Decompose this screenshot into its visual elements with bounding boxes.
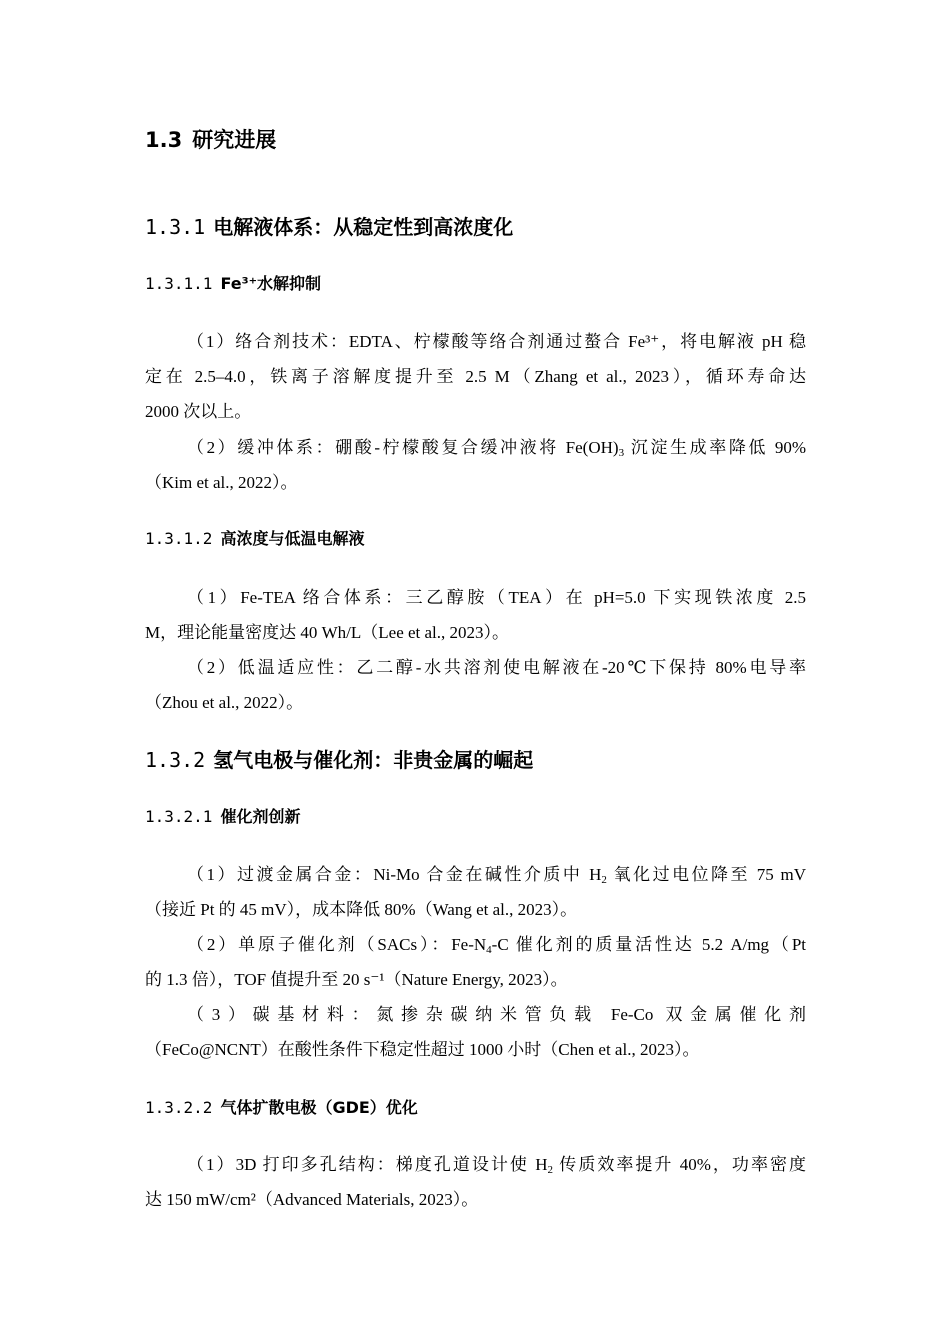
subsubsection-title: 催化剂创新: [220, 807, 301, 826]
section-number: 1.3: [145, 128, 183, 152]
subsection-number: 1.3.2: [145, 748, 206, 772]
subsubsection-heading-1-3-2-1: [145, 804, 300, 830]
subsubsection-number: 1.3.2.2: [145, 1098, 213, 1117]
text-run: 传质效率提升 40%，功率密度: [553, 1155, 806, 1174]
paragraph-line: （1）络合剂技术：EDTA、柠檬酸等络合剂通过螯合 Fe³⁺，将电解液 pH 稳: [187, 332, 806, 351]
paragraph-line: 达 150 mW/cm²（Advanced Materials, 2023）。: [145, 1190, 479, 1209]
paragraph-line: （Kim et al., 2022）。: [145, 473, 298, 492]
paragraph-line: （FeCo@NCNT）在酸性条件下稳定性超过 1000 小时（Chen et al., 2023）。: [145, 1040, 700, 1059]
subsection-number: 1.3.1: [145, 215, 206, 239]
text-run: （2）单原子催化剂（SACs）：Fe-N: [187, 935, 487, 954]
subsubsection-number: 1.3.1.1: [145, 274, 213, 293]
subsection-title: 氢气电极与催化剂：非贵金属的崛起: [213, 748, 534, 772]
text-run: 氧化过电位降至 75 mV: [606, 865, 807, 884]
paragraph-line: （Zhou et al., 2022）。: [145, 693, 304, 712]
subscript: 2: [547, 1164, 554, 1176]
text-run: （1）3D 打印多孔结构：梯度孔道设计使 H: [187, 1155, 548, 1174]
paragraph-line: [187, 927, 806, 962]
subsection-title: 电解液体系：从稳定性到高浓度化: [213, 215, 514, 239]
subsubsection-title: 气体扩散电极（GDE）优化: [220, 1098, 418, 1117]
subsubsection-heading-1-3-2-2: [145, 1095, 418, 1121]
subscript: 4: [486, 944, 492, 956]
text-run: 沉淀生成率降低 90%: [624, 438, 806, 457]
subscript: 2: [601, 874, 607, 886]
paragraph-line: [187, 430, 806, 465]
text-run: （2）缓冲体系：硼酸-柠檬酸复合缓冲液将 Fe(OH): [187, 438, 619, 457]
subsubsection-number: 1.3.2.1: [145, 807, 213, 826]
section-heading-1-3: [145, 124, 276, 156]
paragraph-line: （接近 Pt 的 45 mV），成本降低 80%（Wang et al., 2023）。: [145, 900, 578, 919]
paragraph-line: 2000 次以上。: [145, 402, 252, 421]
subsection-heading-1-3-2: [145, 745, 533, 775]
paragraph-line: 的 1.3 倍），TOF 值提升至 20 s⁻¹（Nature Energy, 2023）。: [145, 970, 568, 989]
paragraph-line: M，理论能量密度达 40 Wh/L（Lee et al., 2023）。: [145, 623, 510, 642]
paragraph-line: （1）Fe-TEA 络合体系：三乙醇胺（TEA）在 pH=5.0 下实现铁浓度 2.5: [187, 588, 806, 607]
paragraph-line: [187, 1147, 806, 1182]
subsubsection-title: Fe³⁺水解抑制: [220, 274, 322, 293]
paragraph-line: [187, 857, 806, 892]
text-run: -C 催化剂的质量活性达 5.2 A/mg（Pt: [491, 935, 807, 954]
section-title: 研究进展: [192, 128, 277, 152]
subsubsection-heading-1-3-1-1: [145, 271, 321, 297]
text-run: （1）过渡金属合金：Ni-Mo 合金在碱性介质中 H: [187, 865, 602, 884]
subsubsection-heading-1-3-1-2: [145, 526, 364, 552]
subsubsection-number: 1.3.1.2: [145, 529, 213, 548]
subsubsection-title: 高浓度与低温电解液: [220, 529, 365, 548]
paragraph-line: （2）低温适应性：乙二醇-水共溶剂使电解液在-20℃下保持 80%电导率: [187, 658, 806, 677]
paragraph-line: 定在 2.5–4.0，铁离子溶解度提升至 2.5 M（Zhang et al., 2023），循环寿命达: [145, 367, 806, 386]
subscript: 3: [618, 447, 625, 459]
subsection-heading-1-3-1: [145, 212, 513, 242]
paragraph-line: （3）碳基材料：氮掺杂碳纳米管负载 Fe-Co 双金属催化剂: [187, 1005, 806, 1024]
